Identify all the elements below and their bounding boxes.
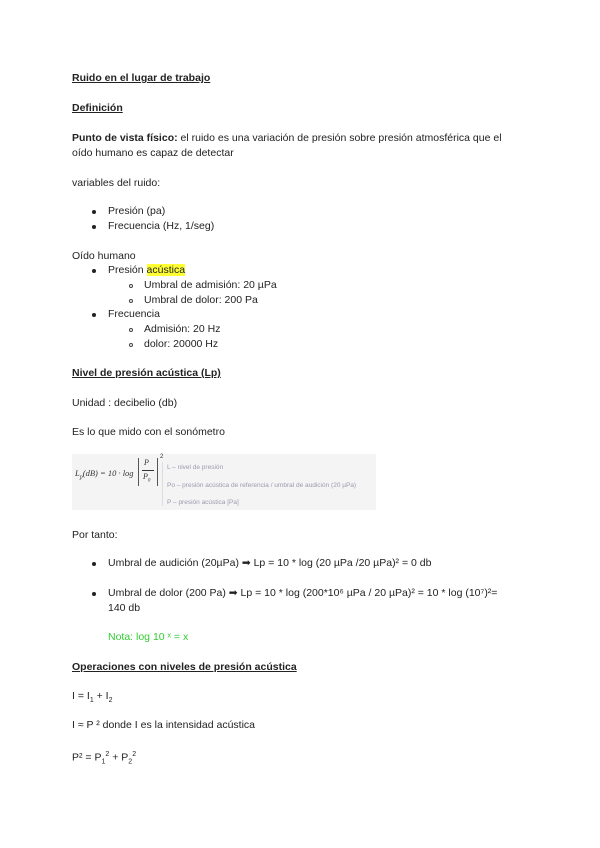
sub-item-umbral-admision: Umbral de admisión: 20 µPa	[144, 279, 277, 291]
highlighted-word: acústica	[146, 264, 186, 276]
list-item-frecuencia: Frecuencia (Hz, 1/seg)	[108, 220, 215, 232]
circle-bullet-icon	[129, 343, 133, 347]
bullet-icon	[92, 225, 96, 229]
bullet-icon	[92, 313, 96, 317]
sonometro-text: Es lo que mido con el sonómetro	[72, 426, 225, 438]
list-item-presion: Presión (pa)	[108, 205, 166, 217]
bullet-icon	[92, 562, 96, 566]
page-title: Ruido en el lugar de trabajo	[72, 72, 211, 84]
list-item-umbral-dolor-line-2: 140 db	[108, 602, 141, 614]
sub-item-admision-hz: Admisión: 20 Hz	[144, 323, 221, 335]
definition-label: Punto de vista físico:	[72, 132, 178, 144]
sub-item-umbral-dolor: Umbral de dolor: 200 Pa	[144, 294, 258, 306]
formula-denominator: $P_0$	[143, 472, 151, 484]
sub-item-dolor-hz: dolor: 20000 Hz	[144, 338, 219, 350]
definition-text-1: el ruido es una variación de presión sobre presión atmosférica que el	[177, 132, 502, 144]
nota-text: Nota: log 10 ˣ = x	[108, 631, 189, 643]
formula-expression: $L_p(dB) = 10 \cdot \log$	[75, 468, 134, 481]
equation-presion-suma: $P^2 = P_1^2 + P_2^2$	[72, 751, 137, 766]
formula-legend-1: L – nivel de presión	[167, 464, 224, 471]
oido-label: Oído humano	[72, 250, 136, 262]
section-heading-definicion: Definición	[72, 102, 123, 114]
formula-image	[72, 454, 376, 510]
list-item-presion-acustica	[108, 263, 185, 277]
por-tanto-text: Por tanto:	[72, 529, 118, 541]
variables-intro: variables del ruido:	[72, 177, 161, 189]
definition-paragraph-line-1	[72, 131, 502, 145]
equation-intensidad-presion: I ≈ P ² donde I es la intensidad acústica	[72, 719, 256, 731]
circle-bullet-icon	[129, 299, 133, 303]
section-heading-operaciones: Operaciones con niveles de presión acústica	[72, 661, 297, 673]
formula-legend-2: Po – presión acústica de referencia / umbral de audición (20 µPa)	[167, 482, 357, 489]
formula-legend-3: P – presión acústica [Pa]	[167, 499, 239, 506]
presion-prefix: Presión	[108, 264, 147, 276]
list-item-umbral-dolor-line-1: Umbral de dolor (200 Pa) ➡ Lp = 10 * log (200*10⁶ µPa / 20 µPa)² = 10 * log (10⁷)²=	[108, 587, 498, 599]
equation-intensidad-suma: $I = I_1 + I_2$	[72, 690, 113, 705]
formula-numerator: P	[144, 458, 149, 467]
definition-paragraph-line-2: oído humano es capaz de detectar	[72, 147, 234, 159]
unidad-text: Unidad : decibelio (db)	[72, 397, 178, 409]
formula-exponent: 2	[160, 454, 164, 460]
list-item-frecuencia-oido: Frecuencia	[108, 308, 160, 320]
circle-bullet-icon	[129, 328, 133, 332]
section-heading-nivel: Nivel de presión acústica (Lp)	[72, 367, 221, 379]
bullet-icon	[92, 210, 96, 214]
list-item-umbral-audicion: Umbral de audición (20µPa) ➡ Lp = 10 * log (20 µPa /20 µPa)² = 0 db	[108, 557, 432, 569]
bullet-icon	[92, 269, 96, 273]
circle-bullet-icon	[129, 284, 133, 288]
bullet-icon	[92, 592, 96, 596]
